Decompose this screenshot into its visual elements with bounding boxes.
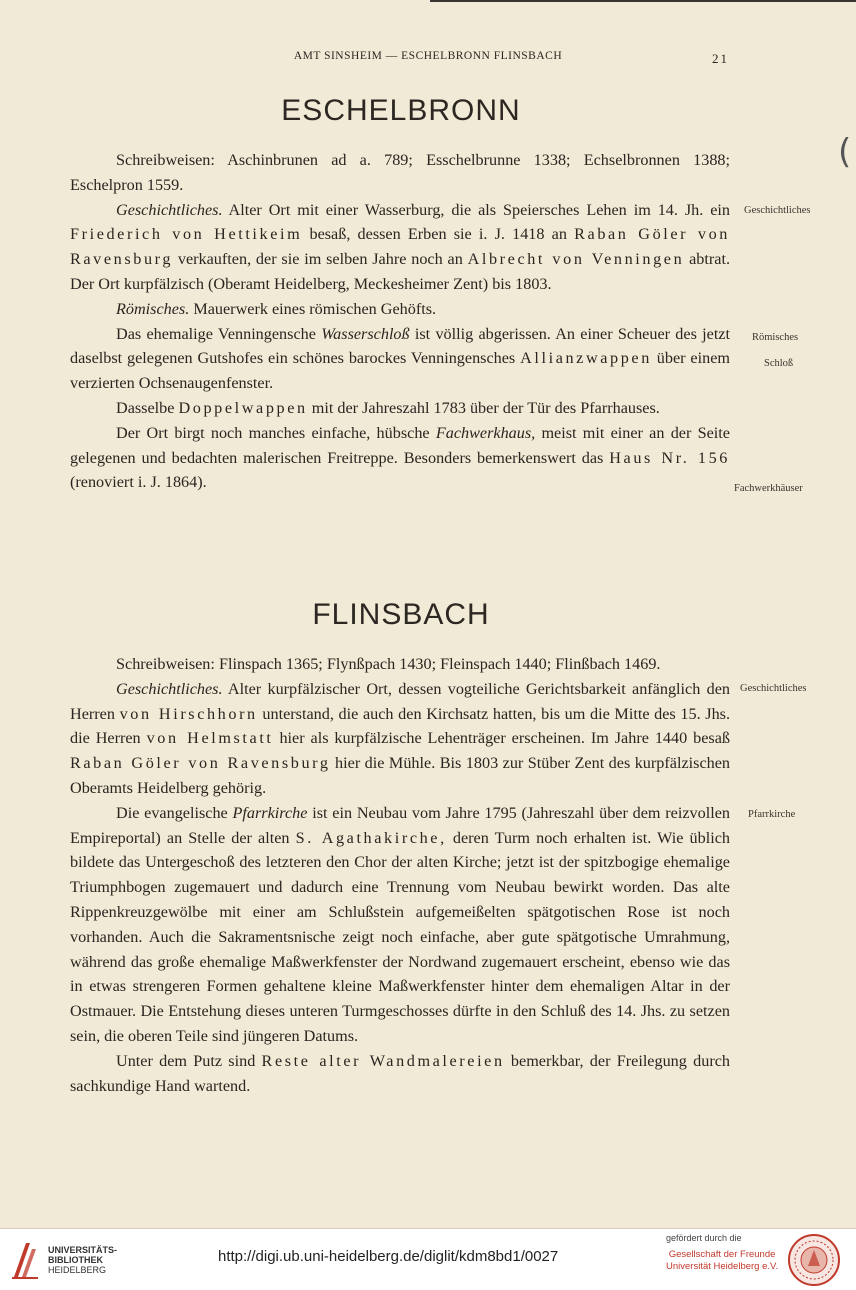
section-title-eschelbronn: ESCHELBRONN (281, 94, 521, 127)
paragraph: Schreibweisen: Aschinbrunen ad a. 789; Esschelbrunne 1338; Echselbronnen 1388; Eschelpron 1559. (70, 151, 730, 194)
page-edge-bracket: ( (838, 132, 852, 172)
sponsor-label: gefördert durch die (666, 1233, 742, 1243)
paragraph: Dasselbe Doppelwappen mit der Jahreszahl 1783 über der Tür des Pfarrhauses. (116, 398, 660, 417)
viewer-footer (0, 1228, 856, 1290)
paragraph: Römisches. Mauerwerk eines römischen Gehöfts. (116, 299, 437, 318)
paragraph: Der Ort birgt noch manches einfache, hübsche Fachwerkhaus, meist mit einer an der Seite gelegenen und bedachten malerischen Freitreppe. Besonders bemerkenswert das Haus Nr. 156 (renoviert i. J. 1864). (70, 423, 731, 492)
paragraph: Geschichtliches. Alter Ort mit einer Wasserburg, die als Speiersches Lehen im 14. Jh. ein Friederich von Hettikeim besaß, dessen Erben sie i. J. 1418 an Raban Göler von Ravensburg verkauften, der sie im selben Jahre noch an Albrecht von Venningen abtrat. Der Ort kurpfälzisch (Oberamt Heidelberg, Meckesheimer Zent) bis 1803. (70, 200, 730, 293)
margin-note-schloss: Schloß (764, 358, 794, 369)
margin-note-roemisches: Römisches (752, 332, 799, 343)
sponsor-name[interactable]: Gesellschaft der Freunde Universität Heidelberg e.V. (666, 1249, 779, 1272)
section-title-flinsbach: FLINSBACH (312, 598, 490, 631)
page-number: 21 (712, 51, 729, 66)
paragraph: Geschichtliches. Alter kurpfälzischer Ort, dessen vogteiliche Gerichtsbarkeit anfänglich den Herren von Hirschhorn unterstand, die auch den Kirchsatz hatten, bis um die Mitte des 15. Jhs. die Herren von Helmstatt hier als kurpfälzische Lehenträger erscheinen. Im Jahre 1440 besaß Raban Göler von Ravensburg hier die Mühle. Bis 1803 zur Stüber Zent des kurpfälzischen Oberamts Heidelberg gehörig. (70, 679, 731, 797)
running-head: AMT SINSHEIM — ESCHELBRONN FLINSBACH (293, 50, 563, 62)
margin-note-geschichtliches: Geschichtliches (740, 683, 807, 694)
permalink-url[interactable]: http://digi.ub.uni-heidelberg.de/diglit/kdm8bd1/0027 (218, 1248, 559, 1265)
ub-heidelberg-logo-icon[interactable] (8, 1237, 42, 1283)
eschelbronn-text (70, 148, 730, 495)
margin-note-fachwerkhaeuser: Fachwerkhäuser (734, 483, 803, 494)
paragraph: Die evangelische Pfarrkirche ist ein Neubau vom Jahre 1795 (Jahreszahl über dem reizvollen Empireportal) an Stelle der alten S. Agathakirche, deren Turm noch erhalten ist. Wie üblich bildete das Untergeschoß des letzteren den Chor der alten Kirche; jetzt ist der spitzbogige ehemalige Triumphbogen zugemauert und dadurch eine Trennung vom Neubau bewirkt worden. Das alte Rippenkreuzgewölbe mit einer am Schlußstein aufgemeißelten spätgotischen Rose ist noch vorhanden. Auch die Sakramentsnische zeigt noch einfache, aber gute spätgotische Umrahmung, während das große ehemalige Maßwerkfenster der Nordwand zugemauert erscheint, ebenso wie das in etwas strengeren Formen gehaltene kleine Maßwerkfenster hinter dem ehemaligen Altar in der Ostmauer. Die Entstehung dieses unteren Turmgeschosses dürfte in den Schluß des 14. Jhs. zu setzen sein, die oberen Teile sind jüngeren Datums. (70, 803, 731, 1045)
paragraph: Schreibweisen: Flinspach 1365; Flynßpach 1430; Fleinspach 1440; Flinßbach 1469. (116, 655, 661, 673)
scan-edge-line (430, 0, 856, 2)
ub-heidelberg-wordmark[interactable]: UNIVERSITÄTS- BIBLIOTHEK HEIDELBERG (48, 1245, 118, 1275)
margin-note-pfarrkirche: Pfarrkirche (748, 809, 796, 820)
paragraph: Unter dem Putz sind Reste alter Wandmalereien bemerkbar, der Freilegung durch sachkundige Hand wartend. (70, 1051, 730, 1095)
paragraph: Das ehemalige Venningensche Wasserschloß ist völlig abgerissen. An einer Scheuer des jetzt daselbst gelegenen Gutshofes ein schönes barockes Venningensches Allianzwappen über einem verzierten Ochsenaugenfenster. (70, 324, 730, 393)
flinsbach-text (70, 652, 730, 1098)
university-seal-icon[interactable] (787, 1233, 841, 1287)
margin-note-geschichtliches: Geschichtliches (744, 205, 811, 216)
